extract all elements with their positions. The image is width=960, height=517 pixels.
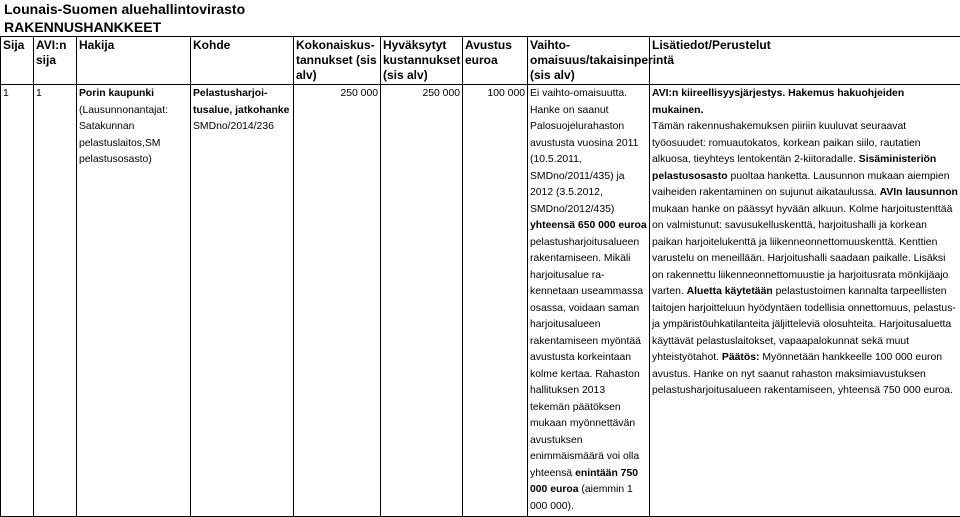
- col-kohde: Kohde: [191, 37, 294, 85]
- col-hyvaksytyt: Hyväksytyt kustannukset (sis alv): [381, 37, 463, 85]
- lisatiedot-usage: Aluetta käytetään: [687, 286, 773, 297]
- vaihto-text-1: Ei vaihto-omaisuutta.: [530, 86, 647, 103]
- document-subtitle: RAKENNUSHANKKEET: [4, 18, 245, 36]
- col-kokonaiskustannukset: Kokonaiskus-tannukset (sis alv): [294, 37, 381, 85]
- col-lisatiedot: Lisätiedot/Perustelut: [650, 37, 960, 85]
- vaihto-text-4: (aiemmin 1 000 000).: [530, 484, 633, 512]
- lisatiedot-avi: AVIn lausunnon: [880, 187, 958, 198]
- cell-sija: 1: [1, 85, 34, 517]
- cell-kokonaiskustannukset: 250 000: [294, 85, 381, 517]
- lisatiedot-decision-label: Päätös:: [722, 352, 760, 363]
- table-row: [1, 85, 960, 517]
- table-header-row: [1, 37, 960, 85]
- cell-lisatiedot: [650, 85, 960, 517]
- lisatiedot-text-1: Tämän rakennushakemuksen piiriin kuuluvat seuraavat työosuudet: romuautokatos, korkean paikan siilo, rautatien alkuosa, tieyhteys lentokentän 2-kiitoradalle.: [652, 121, 921, 165]
- cell-avi-sija: 1: [34, 85, 77, 517]
- vaihto-max: enintään 750 000 euroa: [530, 468, 638, 496]
- lisatiedot-sm: Sisäministeriön pelastusosasto: [652, 154, 936, 182]
- cell-hyvaksytyt: 250 000: [381, 85, 463, 517]
- lisatiedot-text-2: puoltaa hanketta. Lausunnon mukaan aiempien vaiheiden rakentaminen on sujunut aikataulussa.: [652, 171, 950, 199]
- kohde-ref: SMDno/2014/236: [193, 119, 291, 136]
- col-vaihto: Vaihto-omaisuus/takaisinperintä (sis alv): [528, 37, 650, 85]
- kohde-name: Pelastusharjoi-tusalue, jatkohanke: [193, 86, 291, 119]
- vaihto-text-3: pelastusharjoitusalueen rakentamiseen. Mikäli harjoitusalue ra-kennetaan useammassa osassa, voidaan saman harjoitusalueen rakentamiseen myöntää avustusta korkeintaan kolme kertaa. Rahaston hallituksen 2013 tekemän päätöksen mukaan myönnettävän avustuksen enimmäismäärä voi olla yhteensä: [530, 237, 643, 479]
- col-avi-sija: AVI:n sija: [34, 37, 77, 85]
- cell-hakija: [77, 85, 191, 517]
- cell-vaihto: [528, 85, 650, 517]
- lisatiedot-text-4: pelastustoimen kannalta tarpeellisten taitojen harjoitteluun hyödyntäen todellisia onnettomuus, pelastus- ja ympäristöuhkatilanteita jäljitteleviä olosuhteita. Harjoitusaluetta käyttävät pelastuslaitokset, vapaapalokunnat sekä muut yhteistyötahot.: [652, 286, 956, 363]
- lisatiedot-decision: Myönnetään hankkeelle 100 000 euron avustus. Hanke on nyt saanut rahaston maksimiavustuksen pelastusharjoitusalueen rakentamiseen, yhteensä 750 000 euroa.: [652, 352, 953, 396]
- vaihto-total: yhteensä 650 000 euroa: [530, 220, 647, 231]
- lisatiedot-priority: AVI:n kiireellisyysjärjestys. Hakemus hakuohjeiden mukainen.: [652, 86, 958, 119]
- col-avustus: Avustus euroa: [463, 37, 528, 85]
- hakija-name: Porin kaupunki: [79, 86, 188, 103]
- hakija-details: (Lausunnonantajat: Satakunnan pelastuslaitos,SM pelastusosasto): [79, 103, 188, 169]
- cell-kohde: [191, 85, 294, 517]
- vaihto-text-2: Hanke on saanut Palosuojelurahaston avustusta vuosina 2011 (10.5.2011, SMDno/2011/435) ja 2012 (3.5.2012, SMDno/2012/435): [530, 105, 638, 215]
- projects-table: [0, 36, 960, 517]
- col-hakija: Hakija: [77, 37, 191, 85]
- lisatiedot-text-3: mukaan hanke on päässyt hyvään alkuun. Kolme harjoitustenttää on valmistunut: savusukelluskenttä, harjoitushalli ja korkean paikan harjoitelukenttä ja liikenneonnettomuuskenttä. Kenttien varustelu on meneillään. Harjoitushalli saadaan paikalle. Lisäksi on rakennettu liikenneonnettomuustie ja harjoitusrata mönkijäajo varten.: [652, 204, 952, 298]
- office-title: Lounais-Suomen aluehallintovirasto: [4, 0, 245, 18]
- cell-avustus: 100 000: [463, 85, 528, 517]
- col-sija: Sija: [1, 37, 34, 85]
